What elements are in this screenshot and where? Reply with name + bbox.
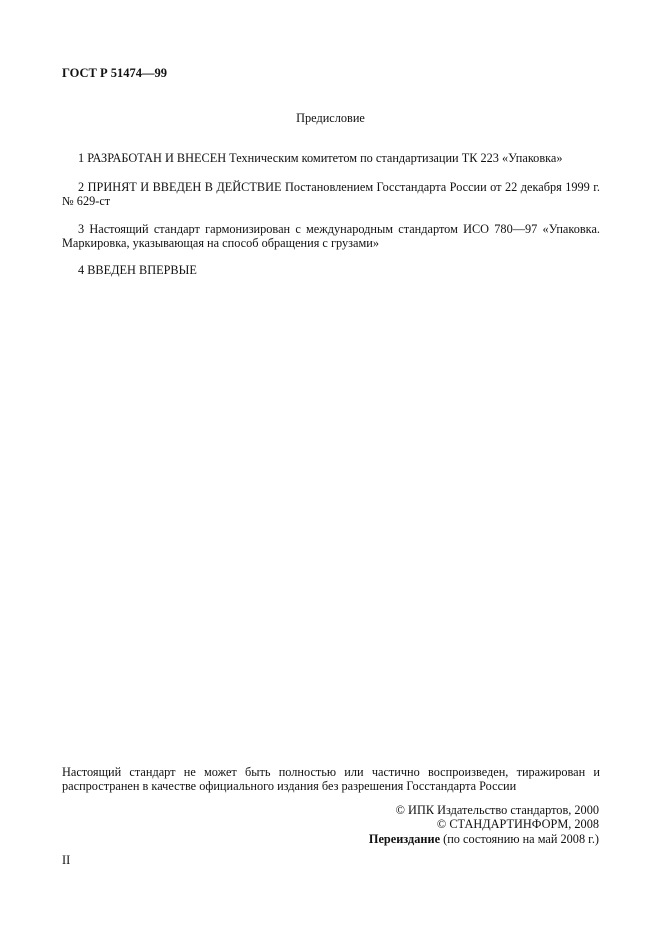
copyright-notice: Настоящий стандарт не может быть полностью или частично воспроизведен, тиражирован и распространен в качестве официального издания без разрешения Госстандарта России bbox=[62, 765, 600, 793]
section-title: Предисловие bbox=[296, 111, 365, 125]
reissue-line bbox=[369, 832, 599, 846]
paragraph-3 bbox=[62, 222, 600, 250]
copyright-line-2: © СТАНДАРТИНФОРМ, 2008 bbox=[436, 817, 599, 831]
page-number: II bbox=[62, 853, 71, 867]
paragraph-lead: 3 bbox=[78, 222, 85, 236]
document-id: ГОСТ Р 51474—99 bbox=[62, 66, 168, 80]
copyright-line-1: © ИПК Издательство стандартов, 2000 bbox=[395, 803, 599, 817]
paragraph-lead: 4 ВВЕДЕН ВПЕРВЫЕ bbox=[78, 263, 197, 277]
reissue-note: (по состоянию на май 2008 г.) bbox=[440, 832, 599, 846]
paragraph-text: Настоящий стандарт гармонизирован с международным стандартом ИСО 780—97 «Упаковка. Маркировка, указывающая на способ обращения с грузами» bbox=[62, 222, 600, 250]
paragraph-text: Техническим комитетом по стандартизации ТК 223 «Упаковка» bbox=[226, 151, 563, 165]
paragraph-text: Постановлением Госстандарта России от 22 декабря 1999 г. № 629-ст bbox=[62, 180, 601, 208]
reissue-label: Переиздание bbox=[368, 832, 441, 846]
paragraph-2 bbox=[62, 180, 600, 208]
paragraph-1 bbox=[62, 151, 600, 165]
paragraph-4 bbox=[62, 263, 600, 277]
paragraph-lead: 2 ПРИНЯТ И ВВЕДЕН В ДЕЙСТВИЕ bbox=[78, 180, 282, 194]
paragraph-lead: 1 РАЗРАБОТАН И ВНЕСЕН bbox=[78, 151, 227, 165]
